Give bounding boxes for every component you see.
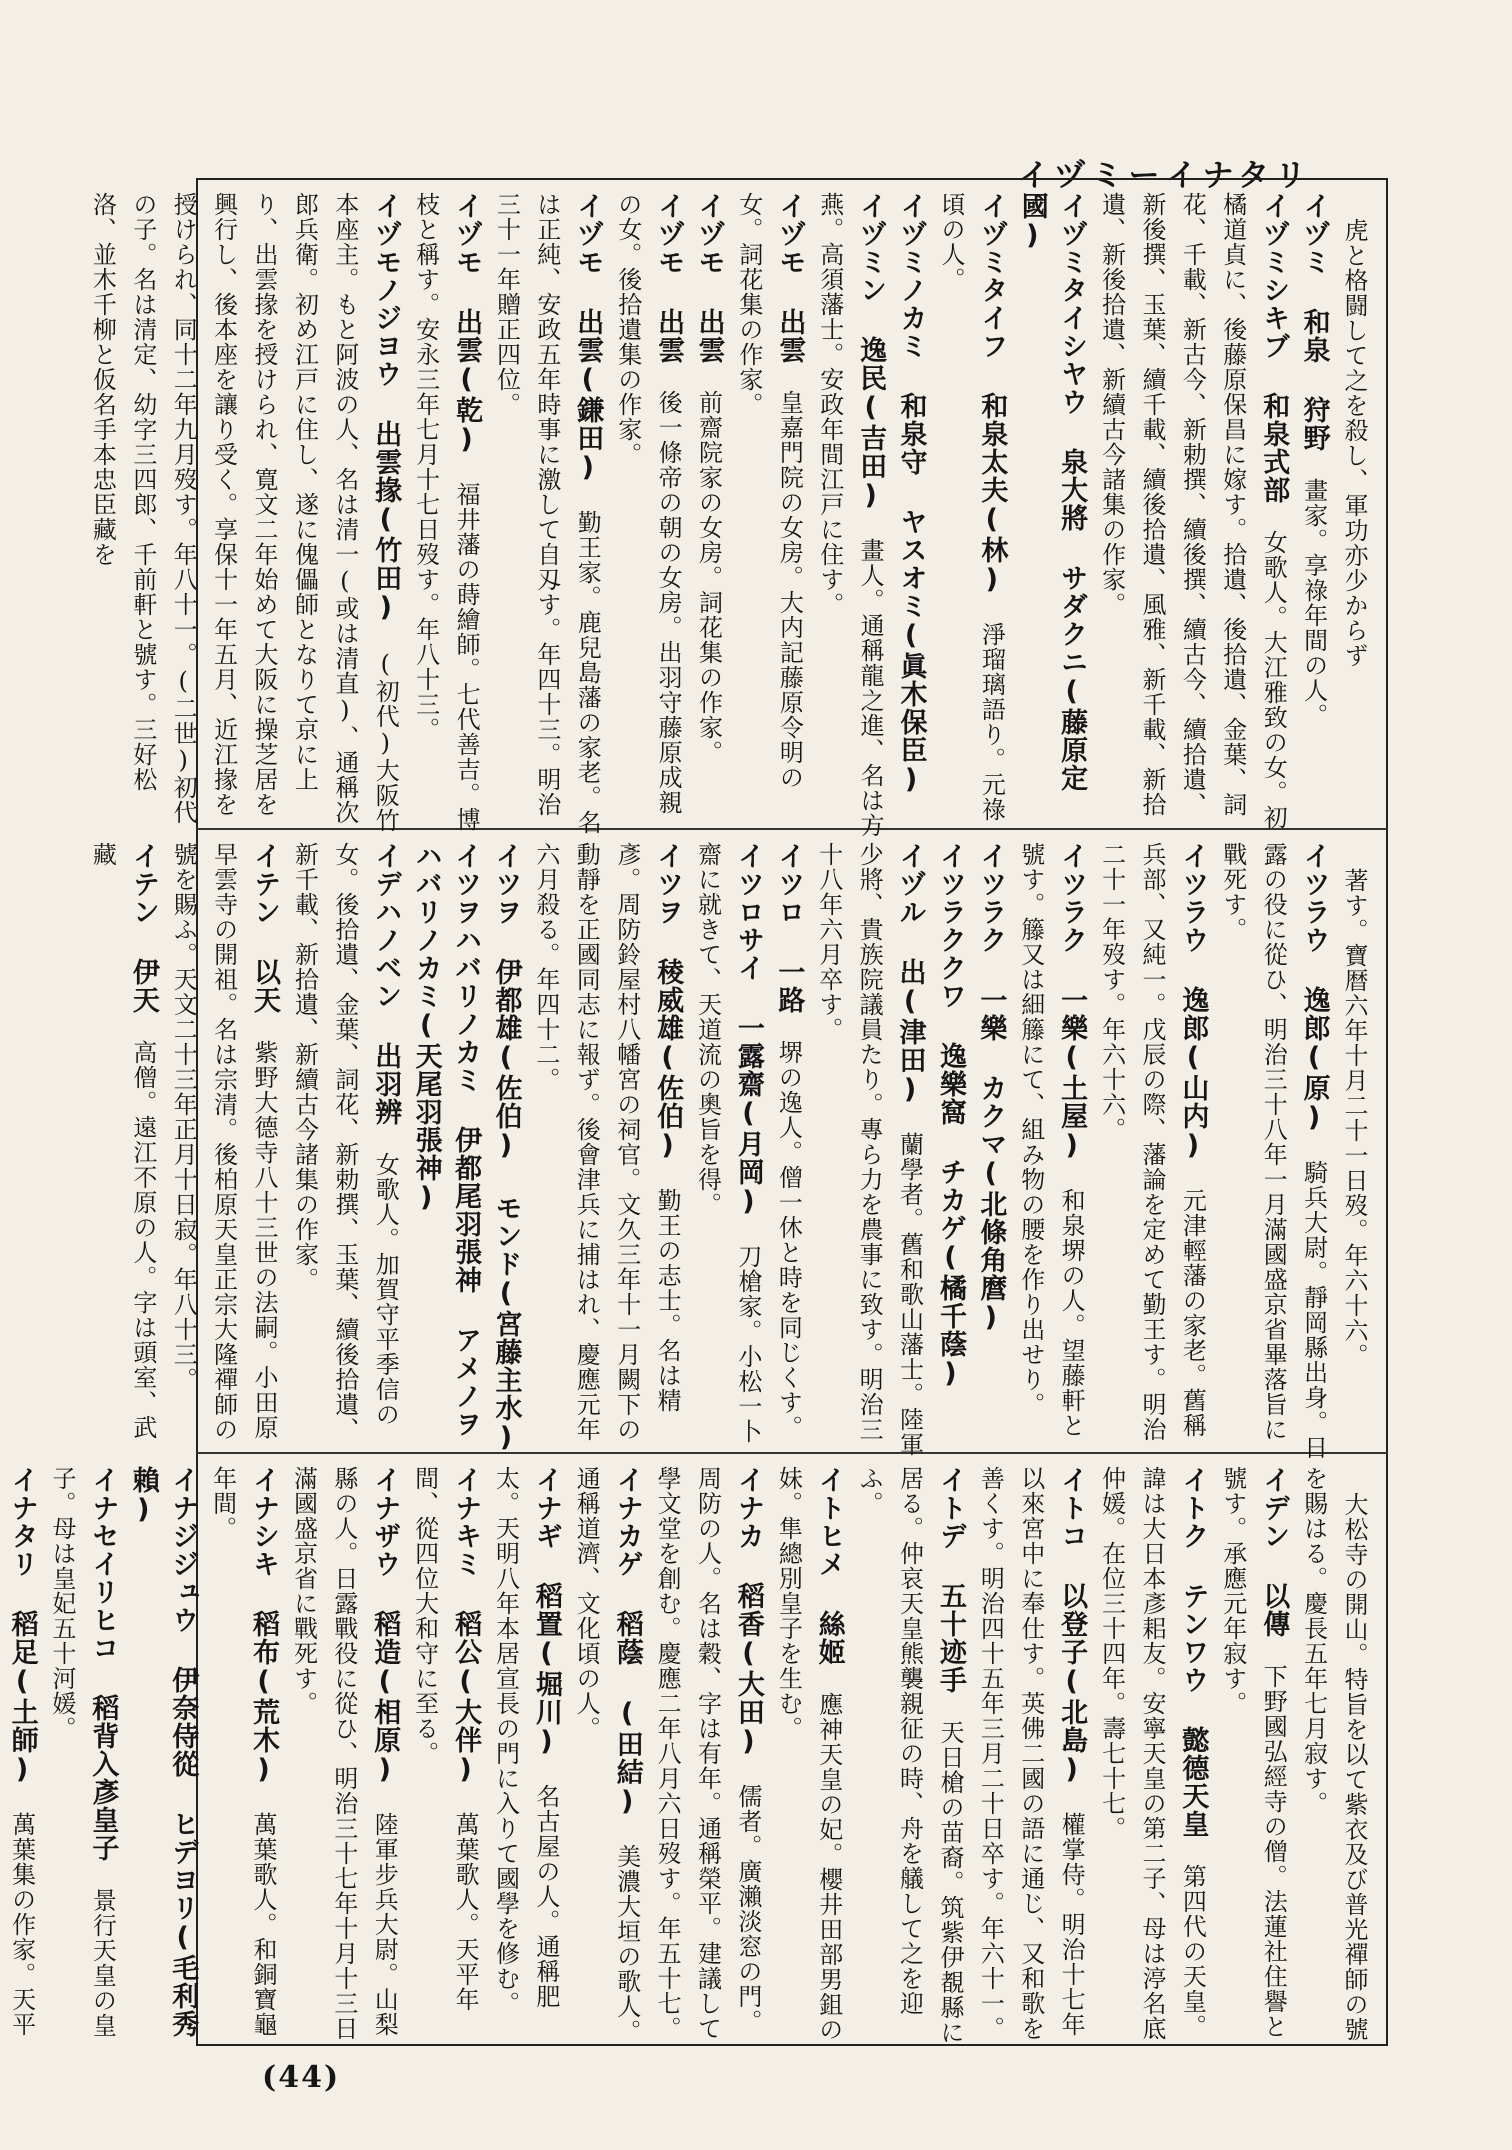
entry-headword: イナキミ 稻公(大伴) xyxy=(450,1466,482,1786)
dictionary-entry xyxy=(82,842,163,1462)
dictionary-entry xyxy=(202,1466,283,2056)
dictionary-entry xyxy=(1011,192,1091,838)
entry-headword: イヅミシキブ 和泉式部 xyxy=(1258,192,1290,504)
entry-headword: イヅミノカミ 和泉守 ヤスオミ(眞木保臣) xyxy=(895,192,927,796)
entry-headword: イデン 以傳 xyxy=(1258,1466,1290,1638)
entry-headword: イツラク 一樂 カクマ(北條角麿) xyxy=(975,842,1007,1334)
entry-text: 皇嘉門院の女房。大内記藤原令明の女。詞花集の作家。 xyxy=(734,192,804,790)
dictionary-entry xyxy=(122,1466,202,2056)
dictionary-entry xyxy=(42,1466,123,2056)
entry-text: 刀槍家。小松一卜齋に就きて、天道流の奧旨を得。 xyxy=(693,842,762,1444)
dictionary-entry xyxy=(768,842,808,1462)
tier-bottom xyxy=(6,1454,1384,2045)
entry-text: 天日槍の苗裔。筑紫伊覩縣に居る。仲哀天皇熊襲親征の時、舟を艤して之を迎ふ。 xyxy=(855,1466,964,2045)
tier-middle xyxy=(88,830,1384,1460)
entry-text: 萬葉集の作家。天平 xyxy=(7,1812,36,2037)
entry-text: 堺の逸人。僧一休と時を同じくす。 xyxy=(774,1040,803,1440)
entry-text: 萬葉歌人。天平年間、從四位大和守に至る。 xyxy=(410,1466,480,2012)
entry-headword: イツロサイ 一露齋(月岡) xyxy=(732,842,764,1218)
entry-text: 元津輕藩の家老。舊稱兵部、又純一。戊辰の際、藩論を定めて勤王す。明治二十一年歿す。年六十六。 xyxy=(1097,842,1207,1442)
entry-headword: イヅミ 和泉 狩野 xyxy=(1298,192,1330,452)
entry-headword: イナカ 稻香(大田) xyxy=(732,1466,764,1758)
entry-text: 勤王家。鹿兒島藩の家老。名は正純、安政五年時事に激して自刄す。年四十三。明治三十一年贈正四位。 xyxy=(492,192,602,835)
entry-text: 景行天皇の皇子。母は皇妃五十河媛。 xyxy=(48,1466,117,2038)
dictionary-entry xyxy=(0,1466,42,2056)
entry-text: 名古屋の人。通稱肥太。天明八年本居宣長の門に入りて國學を修む。 xyxy=(491,1466,560,2016)
dictionary-entry xyxy=(405,842,485,1462)
entry-text: 權掌侍。明治十七年以來宮中に奉仕す。英佛二國の語に通じ、又和歌を善くす。明治四十五年三月二十日卒す。年六十一。 xyxy=(976,1466,1086,2041)
entry-headword: イデハノベン 出羽辨 xyxy=(370,842,402,1126)
dictionary-entry xyxy=(1091,192,1293,838)
entry-text: 女歌人。加賀守平季信の女。後拾遺、金葉、詞花、新勅撰、玉葉、續後拾遺、新千載、新拾遺、新續古今諸集の作家。 xyxy=(290,842,400,1442)
entry-text: 虎と格闘して之を殺し、軍功亦少からず xyxy=(1340,218,1368,668)
dictionary-entry xyxy=(729,192,810,838)
entry-headword: イヅモ 出雲(鎌田) xyxy=(572,192,604,484)
running-head: イヅミーイナタリ xyxy=(1017,158,1312,194)
dictionary-entry xyxy=(930,842,970,1462)
dictionary-entry xyxy=(1293,1466,1374,2056)
dictionary-entry xyxy=(808,842,929,1462)
entry-headword: イツヲ 伊都雄(佐伯) モンド(宮藤主水) xyxy=(490,842,522,1454)
entry-headword: イトデ 五十迹手 xyxy=(934,1466,966,1694)
entry-text: 和泉堺の人。望藤軒と號す。籐又は細籐にて、組み物の腰を作り出せり。 xyxy=(1016,842,1086,1438)
entry-text: 應神天皇の妃。櫻井田部男鉏の妹。隼總別皇子を生む。 xyxy=(774,1466,843,2042)
entry-headword: イナタリ 稻足(土師) xyxy=(6,1466,38,1786)
dictionary-entry xyxy=(970,1466,1091,2056)
entry-headword: イヅモ 出雲(乾) xyxy=(451,192,483,456)
entry-text: 下野國弘經寺の僧。法蓮社住譽と號す。承應元年寂す。 xyxy=(1218,1466,1288,2039)
entry-text: 畫家。享祿年間の人。 xyxy=(1299,478,1328,728)
dictionary-entry xyxy=(485,1466,566,2056)
entry-text: 前齋院家の女房。詞花集の作家。 xyxy=(694,390,723,765)
dictionary-entry xyxy=(607,192,688,838)
entry-headword: イヅミタイフ 和泉太夫(林) xyxy=(976,192,1008,596)
entry-text: 淨瑠璃語り。元祿頃の人。 xyxy=(936,192,1006,822)
entry-text: 蘭學者。舊和歌山藩士。陸軍少將、貴族院議員たり。專ら力を農事に致す。明治三十八年六月卒す。 xyxy=(814,842,924,1457)
dictionary-entry xyxy=(1334,842,1374,1462)
entry-headword: イナギ 稻置(堀川) xyxy=(530,1466,562,1758)
entry-headword: イヅル 出(津田) xyxy=(894,842,926,1106)
entry-text: 後一條帝の朝の女房。出羽守藤原成親の女。後拾遺集の作家。 xyxy=(613,192,683,815)
tier-columns xyxy=(0,1466,1374,2056)
dictionary-entry xyxy=(1091,1466,1212,2056)
dictionary-entry xyxy=(1334,192,1374,838)
entry-text: 著す。寶暦六年十月二十一日歿。年六十六。 xyxy=(1340,868,1368,1368)
entry-text: 騎兵大尉。靜岡縣出身。日露の役に從ひ、明治三十八年一月滿國盛京省畢落旨に戰死す。 xyxy=(1218,842,1328,1460)
dictionary-entry xyxy=(688,192,728,838)
tier-columns xyxy=(82,842,1374,1462)
entry-headword: イナシキ 稻布(荒木) xyxy=(248,1466,280,1786)
dictionary-entry xyxy=(1293,192,1333,838)
dictionary-entry xyxy=(647,1466,768,2056)
entry-headword: イツロ 一路 xyxy=(773,842,805,1014)
entry-headword: イツラククワ 逸樂窩 チカゲ(橘千蔭) xyxy=(934,842,966,1390)
entry-headword: イナセイリヒコ 稻背入彥皇子 xyxy=(87,1466,119,1862)
entry-headword: イツヲ 稜威雄(佐伯) xyxy=(652,842,684,1162)
entry-headword: イナザウ 稻造(相原) xyxy=(369,1466,401,1786)
entry-headword: イテン 伊天 xyxy=(127,842,159,1014)
dictionary-entry xyxy=(1212,842,1333,1462)
entry-headword: イヅモ 出雲 xyxy=(693,192,725,364)
dictionary-entry xyxy=(849,1466,970,2056)
entry-headword: イナカゲ 稻蔭 (田結) xyxy=(611,1466,643,1818)
entry-text: 第四代の天皇。諱は大日本彥耜友。安寧天皇の第二子、母は渟名底仲媛。在位三十四年。壽七十七。 xyxy=(1097,1466,1207,2041)
entry-headword: イツラウ 逸郎(山内) xyxy=(1177,842,1209,1162)
dictionary-entry xyxy=(809,192,890,838)
entry-text: 大松寺の開山。特旨を以て紫衣及び普光禪師の號を賜はる。慶長五年七月寂す。 xyxy=(1299,1466,1368,2042)
entry-headword: イヅモノジヨウ 出雲掾(竹田) xyxy=(370,192,402,624)
dictionary-entry xyxy=(1212,1466,1293,2056)
tier-top xyxy=(88,180,1384,838)
entry-text: 勤王の志士。名は精彥。周防鈴屋村八幡宮の祠官。文久三年十一月闕下の動靜を正國同志に報ず。後會津兵に捕はれ、慶應元年六月殺る。年四十二。 xyxy=(531,842,682,1442)
dictionary-entry xyxy=(566,1466,647,2056)
entry-text: 萬葉歌人。和銅寶龜年間。 xyxy=(208,1466,278,2037)
entry-text: 紫野大德寺八十三世の法嗣。小田原早雲寺の開祖。名は宗清。後柏原天皇正宗大隆禪師の號を賜ふ。天文二十三年正月十日寂。年八十三。 xyxy=(169,842,279,1442)
entry-text: 高僧。遠江不原の人。字は頭室、武藏 xyxy=(88,842,157,1440)
entry-text: 畫人。通稱龍之進、名は方燕。高須藩士。安政年間江戸に住す。 xyxy=(815,192,885,838)
entry-text: 美濃大垣の歌人。通稱道濟、文化頃の人。 xyxy=(572,1466,641,2044)
entry-headword: イテン 以天 xyxy=(249,842,281,1014)
entry-headword: イヅモ 出雲 xyxy=(774,192,806,364)
dictionary-entry xyxy=(163,842,284,1462)
tier-columns xyxy=(82,192,1374,838)
entry-headword: イナジジュウ 伊奈侍從 ヒデヨリ(毛利秀賴) xyxy=(127,1466,199,2038)
dictionary-entry xyxy=(405,192,486,838)
dictionary-entry xyxy=(970,842,1010,1462)
entry-text: (初代)大阪竹本座主。もと阿波の人、名は清一(或は清直)、通稱次郎兵衛。初め江戸に住し、遂に傀儡師となりて京に上り、出雲掾を授けられ、寛文二年始めて大阪に操芝居を興行し、後本座を讓り受く。享保十一年五月、近江掾を授けられ、同十二年九月歿す。年八十一。(二世)初代の子。名は清定、幼字三四郎、千前軒と號す。三好松洛、並木千柳と仮名手本忠臣藏を xyxy=(88,192,400,833)
dictionary-entry xyxy=(687,842,768,1462)
dictionary-entry xyxy=(931,192,1012,838)
dictionary-entry xyxy=(890,192,930,838)
entry-headword: イツラウ 逸郎(原) xyxy=(1298,842,1330,1134)
entry-headword: イヅミタイシヤウ 泉大將 サダクニ(藤原定國) xyxy=(1016,192,1088,792)
entry-text: 福井藩の蒔繪師。七代善吉。博枝と稱す。安永三年七月十七日歿す。年八十三。 xyxy=(411,192,481,832)
entry-text: 女歌人。大江雅致の女。初橘道貞に、後藤原保昌に嫁す。拾遺、後拾遺、金葉、詞花、千載、新古今、新勅撰、續後撰、續古今、續拾遺、新後撰、玉葉、續千載、續後拾遺、風雅、新千載、新拾遺、新後拾遺、新續古今諸集の作家。 xyxy=(1097,192,1288,830)
entry-headword: イヅモ 出雲 xyxy=(653,192,685,364)
dictionary-entry xyxy=(1091,842,1212,1462)
entry-text: 陸軍步兵大尉。山梨縣の人。日露戰役に從ひ、明治三十七年十月十三日滿國盛京省に戰死す。 xyxy=(289,1466,399,2041)
dictionary-entry xyxy=(82,192,405,838)
dictionary-entry xyxy=(1010,842,1091,1462)
dictionary-entry xyxy=(768,1466,849,2056)
dictionary-entry xyxy=(486,192,607,838)
entry-headword: イトヒメ 絲姬 xyxy=(813,1466,845,1666)
dictionary-entry xyxy=(283,1466,404,2056)
dictionary-entry xyxy=(284,842,405,1462)
dictionary-entry xyxy=(404,1466,485,2056)
entry-headword: イトク テンワウ 懿德天皇 xyxy=(1177,1466,1209,1838)
dictionary-entry xyxy=(525,842,687,1462)
page-number: (44) xyxy=(262,2060,341,2095)
entry-text: 儒者。廣瀨淡窓の門。周防の人。名は穀、字は有年。通稱榮平。建議して學文堂を創む。慶應二年八月六日歿す。年五十七。 xyxy=(653,1466,762,2041)
entry-headword: イツラク 一樂(土屋) xyxy=(1056,842,1088,1162)
entry-headword: イツヲハバリノカミ 伊都尾羽張神 アメノヲハバリノカミ(天尾羽張神) xyxy=(410,842,482,1438)
entry-headword: イトコ 以登子(北島) xyxy=(1056,1466,1088,1786)
dictionary-entry xyxy=(485,842,525,1462)
entry-headword: イヅミン 逸民(吉田) xyxy=(855,192,887,512)
